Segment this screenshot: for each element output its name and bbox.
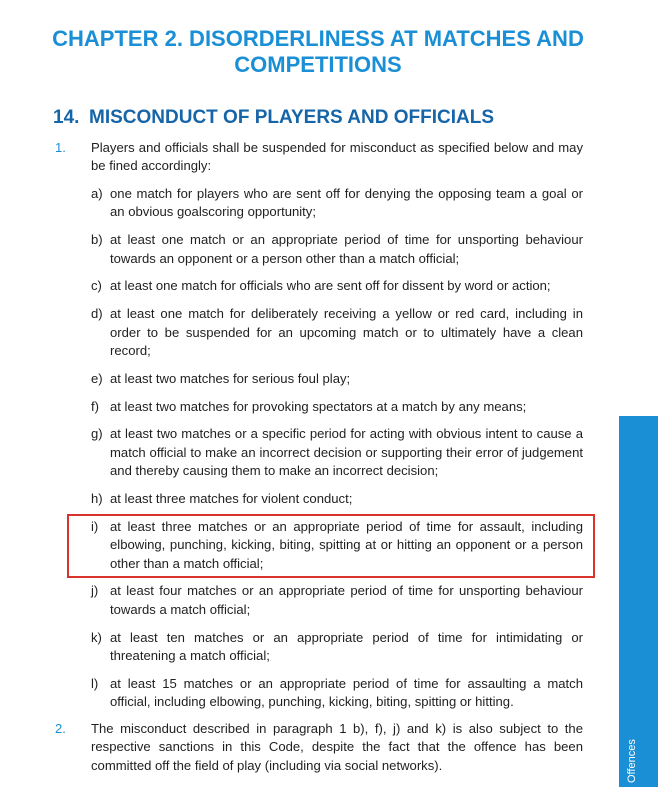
paragraph-2-text: The misconduct described in paragraph 1 b), f), j) and k) is also subject to the respective sanctions in this Code, despite the fact that the offence has been committed off the field of play (including via social networks).: [91, 721, 583, 773]
list-item: [91, 425, 583, 480]
item-text: at least two matches for provoking spectators at a match by any means;: [110, 398, 527, 414]
item-letter: d): [91, 306, 103, 322]
section-title: [53, 106, 494, 130]
paragraph-2: [55, 720, 583, 775]
list-item: [91, 490, 583, 508]
item-letter: e): [91, 370, 103, 386]
list-item: [91, 305, 583, 360]
side-tab: [619, 416, 658, 787]
item-text: at least three matches for violent conduct;: [110, 491, 353, 507]
item-letter: c): [91, 278, 102, 294]
list-item: [91, 582, 583, 619]
list-item: [91, 185, 583, 222]
item-letter: h): [91, 491, 103, 507]
section-number: 14.: [53, 107, 80, 128]
chapter-title-line1: CHAPTER 2. DISORDERLINESS AT MATCHES AND: [52, 26, 584, 51]
list-item: [91, 370, 583, 388]
item-text: at least 15 matches or an appropriate period of time for assaulting a match official, including elbowing, punching, kicking, biting, spitting or hitting.: [110, 675, 583, 710]
paragraph-1: [55, 139, 583, 176]
item-letter: l): [91, 675, 99, 691]
paragraph-1-text: Players and officials shall be suspended for misconduct as specified below and may be fined accordingly:: [91, 140, 583, 174]
side-tab-label: Offences: [626, 739, 638, 783]
item-text: at least ten matches or an appropriate period of time for intimidating or threatening a match official;: [110, 629, 583, 664]
item-text: at least two matches for serious foul play;: [110, 370, 351, 386]
item-letter: g): [91, 426, 103, 442]
paragraph-1-number: 1.: [55, 140, 66, 155]
chapter-title-line2: COMPETITIONS: [234, 52, 402, 77]
item-letter: b): [91, 232, 103, 248]
item-text: one match for players who are sent off for denying the opposing team a goal or an obvious goalscoring opportunity;: [110, 186, 583, 220]
list-item: [91, 277, 583, 295]
list-item: [91, 398, 583, 416]
chapter-title: [0, 26, 636, 78]
item-letter: i): [91, 518, 99, 534]
item-letter: k): [91, 629, 102, 645]
item-letter: f): [91, 398, 99, 414]
item-letter: j): [91, 583, 99, 599]
item-text: at least four matches or an appropriate period of time for unsporting behaviour towards a match official;: [110, 583, 583, 617]
paragraph-2-number: 2.: [55, 721, 66, 736]
misconduct-list: [91, 185, 583, 721]
list-item: [91, 629, 583, 666]
section-title-text: MISCONDUCT OF PLAYERS AND OFFICIALS: [89, 107, 494, 128]
list-item: [91, 231, 583, 268]
item-text: at least one match for deliberately receiving a yellow or red card, including in order to be suspended for an upcoming match or to ultimately have a clean record;: [110, 306, 583, 359]
item-text: at least two matches or a specific period for acting with obvious intent to cause a match official to make an incorrect decision or supporting their error of judgement and thereby causing them to make an incorrect decision;: [110, 426, 583, 479]
item-text: at least one match for officials who are sent off for dissent by word or action;: [110, 278, 551, 294]
item-letter: a): [91, 186, 103, 201]
item-text: at least three matches or an appropriate period of time for assault, including elbowing, punching, kicking, biting, spitting at or hitting an opponent or a person other than a match official;: [110, 518, 583, 571]
list-item: [91, 675, 583, 712]
list-item-highlighted: [91, 518, 583, 573]
item-text: at least one match or an appropriate period of time for unsporting behaviour towards an opponent or a person other than a match official;: [110, 232, 583, 266]
